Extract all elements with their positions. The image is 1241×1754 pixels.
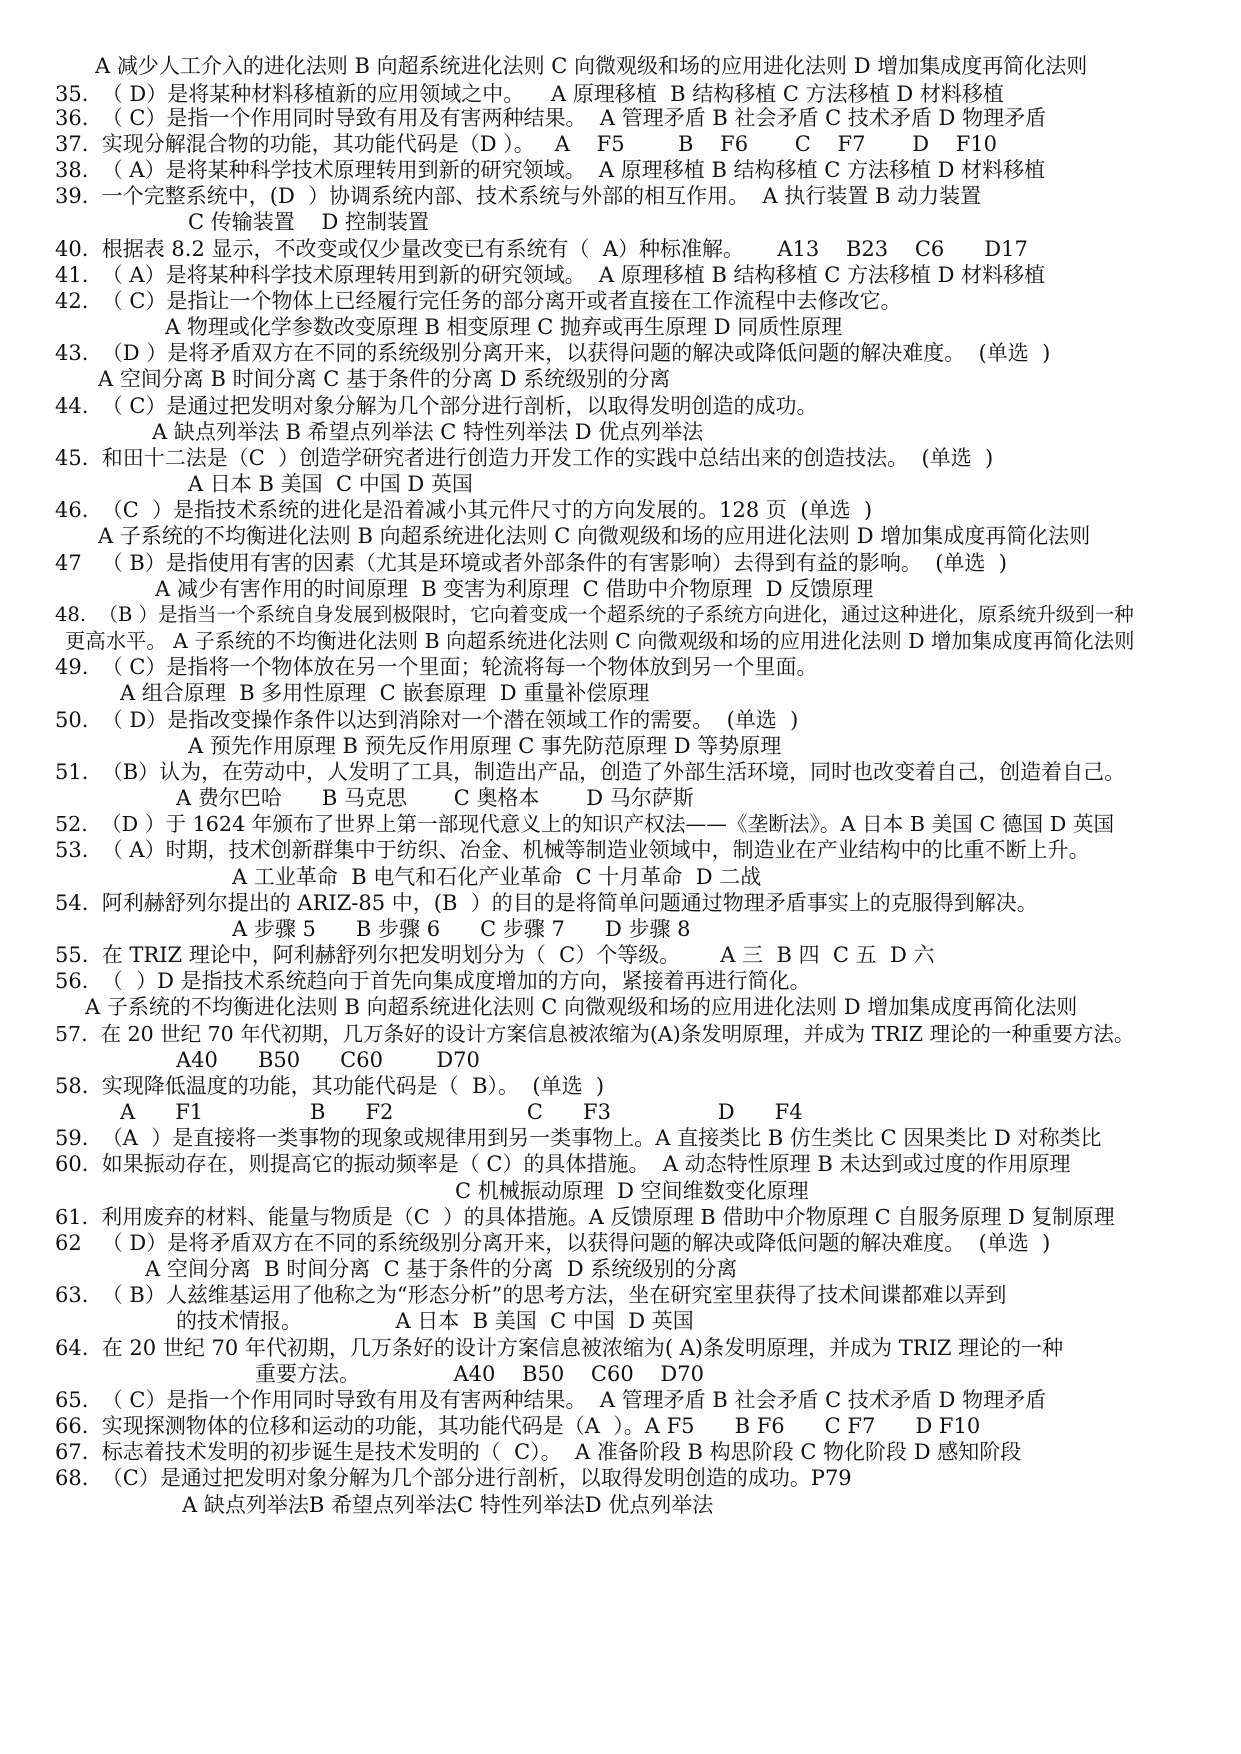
question-55: 55. 在 TRIZ 理论中，阿利赫舒列尔把发明划分为（ C）个等级。 A 三 B 四 C 五 D 六 [55,943,935,967]
question-44: 44. （ C）是通过把发明对象分解为几个部分进行剖析，以取得发明创造的成功。 [55,394,818,418]
question-39: 39. 一个完整系统中，(D ）协调系统内部、技术系统与外部的相互作用。 A 执行装置 B 动力装置 [55,184,982,208]
question-63-options: 的技术情报。 A 日本 B 美国 C 中国 D 英国 [176,1309,694,1333]
question-45-options: A 日本 B 美国 C 中国 D 英国 [188,472,473,496]
question-51: 51. （B）认为，在劳动中，人发明了工具，制造出产品，创造了外部生活环境，同时也改变着自己，创造着自己。 [55,760,1126,784]
question-64-options: 重要方法。 A40 B50 C60 D70 [255,1362,704,1386]
question-65: 65. （ C）是指一个作用同时导致有用及有害两种结果。 A 管理矛盾 B 社会矛盾 C 技术矛盾 D 物理矛盾 [55,1388,1047,1412]
question-68-options: A 缺点列举法B 希望点列举法C 特性列举法D 优点列举法 [182,1493,714,1517]
question-57: 57. 在 20 世纪 70 年代初期，几万条好的设计方案信息被浓缩为(A)条发明原理，并成为 TRIZ 理论的一种重要方法。 [55,1022,1135,1046]
question-50: 50. （ D）是指改变操作条件以达到消除对一个潜在领域工作的需要。 (单选 ) [55,708,799,732]
question-52: 52. （D ）于 1624 年颁布了世界上第一部现代意义上的知识产权法——《垄断法》。A 日本 B 美国 C 德国 D 英国 [55,812,1115,836]
question-59: 59. （A ）是直接将一类事物的现象或规律用到另一类事物上。A 直接类比 B 仿生类比 C 因果类比 D 对称类比 [55,1126,1102,1150]
question-43: 43. （D ）是将矛盾双方在不同的系统级别分离开来，以获得问题的解决或降低问题的解决难度。 (单选 ) [55,341,1051,365]
question-68: 68. （C）是通过把发明对象分解为几个部分进行剖析，以取得发明创造的成功。P79 [55,1466,852,1490]
question-37: 37. 实现分解混合物的功能，其功能代码是（D ）。 A F5 B F6 C F7 D F10 [55,132,998,156]
question-47: 47 （ B）是指使用有害的因素（尤其是环境或者外部条件的有害影响）去得到有益的影响。 (单选 ) [55,551,1007,575]
question-56: 56. （ ）D 是指技术系统趋向于首先向集成度增加的方向，紧接着再进行简化。 [55,969,811,993]
question-51-options: A 费尔巴哈 B 马克思 C 奥格本 D 马尔萨斯 [176,786,694,810]
question-39-options: C 传输装置 D 控制装置 [188,210,429,234]
question-43-options: A 空间分离 B 时间分离 C 基于条件的分离 D 系统级别的分离 [98,367,671,391]
question-66: 66. 实现探测物体的位移和运动的功能，其功能代码是（A ）。A F5 B F6 C F7 D F10 [55,1414,981,1438]
question-42: 42. （ C）是指让一个物体上已经履行完任务的部分离开或者直接在工作流程中去修改它。 [55,289,902,313]
question-35: 35. （ D）是将某种材料移植新的应用领域之中。 A 原理移植 B 结构移植 C 方法移植 D 材料移植 [55,82,1004,106]
question-41: 41. （ A）是将某种科学技术原理转用到新的研究领域。 A 原理移植 B 结构移植 C 方法移植 D 材料移植 [55,263,1046,287]
question-56-options: A 子系统的不均衡进化法则 B 向超系统进化法则 C 向微观级和场的应用进化法则 D 增加集成度再简化法则 [85,995,1078,1019]
question-48-options: 更高水平。 A 子系统的不均衡进化法则 B 向超系统进化法则 C 向微观级和场的应用进化法则 D 增加集成度再简化法则 [65,629,1135,653]
question-57-options: A40 B50 C60 D70 [176,1048,480,1072]
question-54-options: A 步骤 5 B 步骤 6 C 步骤 7 D 步骤 8 [232,917,691,941]
question-49-options: A 组合原理 B 多用性原理 C 嵌套原理 D 重量补偿原理 [120,681,650,705]
question-58: 58. 实现降低温度的功能，其功能代码是（ B）。 (单选 ) [55,1074,605,1098]
question-46-options: A 子系统的不均衡进化法则 B 向超系统进化法则 C 向微观级和场的应用进化法则 D 增加集成度再简化法则 [98,524,1091,548]
question-62: 62 （ D）是将矛盾双方在不同的系统级别分离开来，以获得问题的解决或降低问题的解决难度。 (单选 ) [55,1231,1051,1255]
question-36: 36. （ C）是指一个作用同时导致有用及有害两种结果。 A 管理矛盾 B 社会矛盾 C 技术矛盾 D 物理矛盾 [55,106,1047,130]
question-47-options: A 减少有害作用的时间原理 B 变害为利原理 C 借助中介物原理 D 反馈原理 [155,577,874,601]
question-54: 54. 阿利赫舒列尔提出的 ARIZ-85 中，(B ）的目的是将简单问题通过物理矛盾事实上的克服得到解决。 [55,891,1038,915]
question-61: 61. 利用废弃的材料、能量与物质是（C ）的具体措施。A 反馈原理 B 借助中介物原理 C 自服务原理 D 复制原理 [55,1205,1115,1229]
question-48: 48. （B ）是指当一个系统自身发展到极限时，它向着变成一个超系统的子系统方向进化，通过这种进化，原系统升级到一种 [55,603,1134,626]
question-45: 45. 和田十二法是（C ）创造学研究者进行创造力开发工作的实践中总结出来的创造技法。 (单选 ) [55,446,994,470]
text-line: A 减少人工介入的进化法则 B 向超系统进化法则 C 向微观级和场的应用进化法则 D 增加集成度再简化法则 [95,54,1088,78]
question-58-options: A F1 B F2 C F3 D F4 [120,1100,803,1124]
question-62-options: A 空间分离 B 时间分离 C 基于条件的分离 D 系统级别的分离 [145,1257,738,1281]
question-60-options: C 机械振动原理 D 空间维数变化原理 [455,1179,809,1203]
question-42-options: A 物理或化学参数改变原理 B 相变原理 C 抛弃或再生原理 D 同质性原理 [165,315,843,339]
question-53: 53. （ A）时期，技术创新群集中于纺织、冶金、机械等制造业领域中，制造业在产业结构中的比重不断上升。 [55,838,1090,862]
question-63: 63. （ B）人兹维基运用了他称之为“形态分析”的思考方法，坐在研究室里获得了技术间谍都难以弄到 [55,1283,1007,1307]
question-60: 60. 如果振动存在，则提高它的振动频率是（ C）的具体措施。 A 动态特性原理 B 未达到或过度的作用原理 [55,1152,1071,1176]
question-53-options: A 工业革命 B 电气和石化产业革命 C 十月革命 D 二战 [232,865,762,889]
question-50-options: A 预先作用原理 B 预先反作用原理 C 事先防范原理 D 等势原理 [188,734,782,758]
question-46: 46. （C ）是指技术系统的进化是沿着减小其元件尺寸的方向发展的。128 页 (单选 ) [55,498,873,522]
question-44-options: A 缺点列举法 B 希望点列举法 C 特性列举法 D 优点列举法 [152,420,704,444]
question-64: 64. 在 20 世纪 70 年代初期，几万条好的设计方案信息被浓缩为( A)条发明原理，并成为 TRIZ 理论的一种 [55,1336,1064,1360]
question-40: 40. 根据表 8.2 显示，不改变或仅少量改变已有系统有（ A）种标准解。 A13 B23 C6 D17 [55,237,1028,261]
question-49: 49. （ C）是指将一个物体放在另一个里面；轮流将每一个物体放到另一个里面。 [55,655,818,679]
question-38: 38. （ A）是将某种科学技术原理转用到新的研究领域。 A 原理移植 B 结构移植 C 方法移植 D 材料移植 [55,158,1046,182]
question-67: 67. 标志着技术发明的初步诞生是技术发明的（ C）。 A 准备阶段 B 构思阶段 C 物化阶段 D 感知阶段 [55,1440,1022,1464]
